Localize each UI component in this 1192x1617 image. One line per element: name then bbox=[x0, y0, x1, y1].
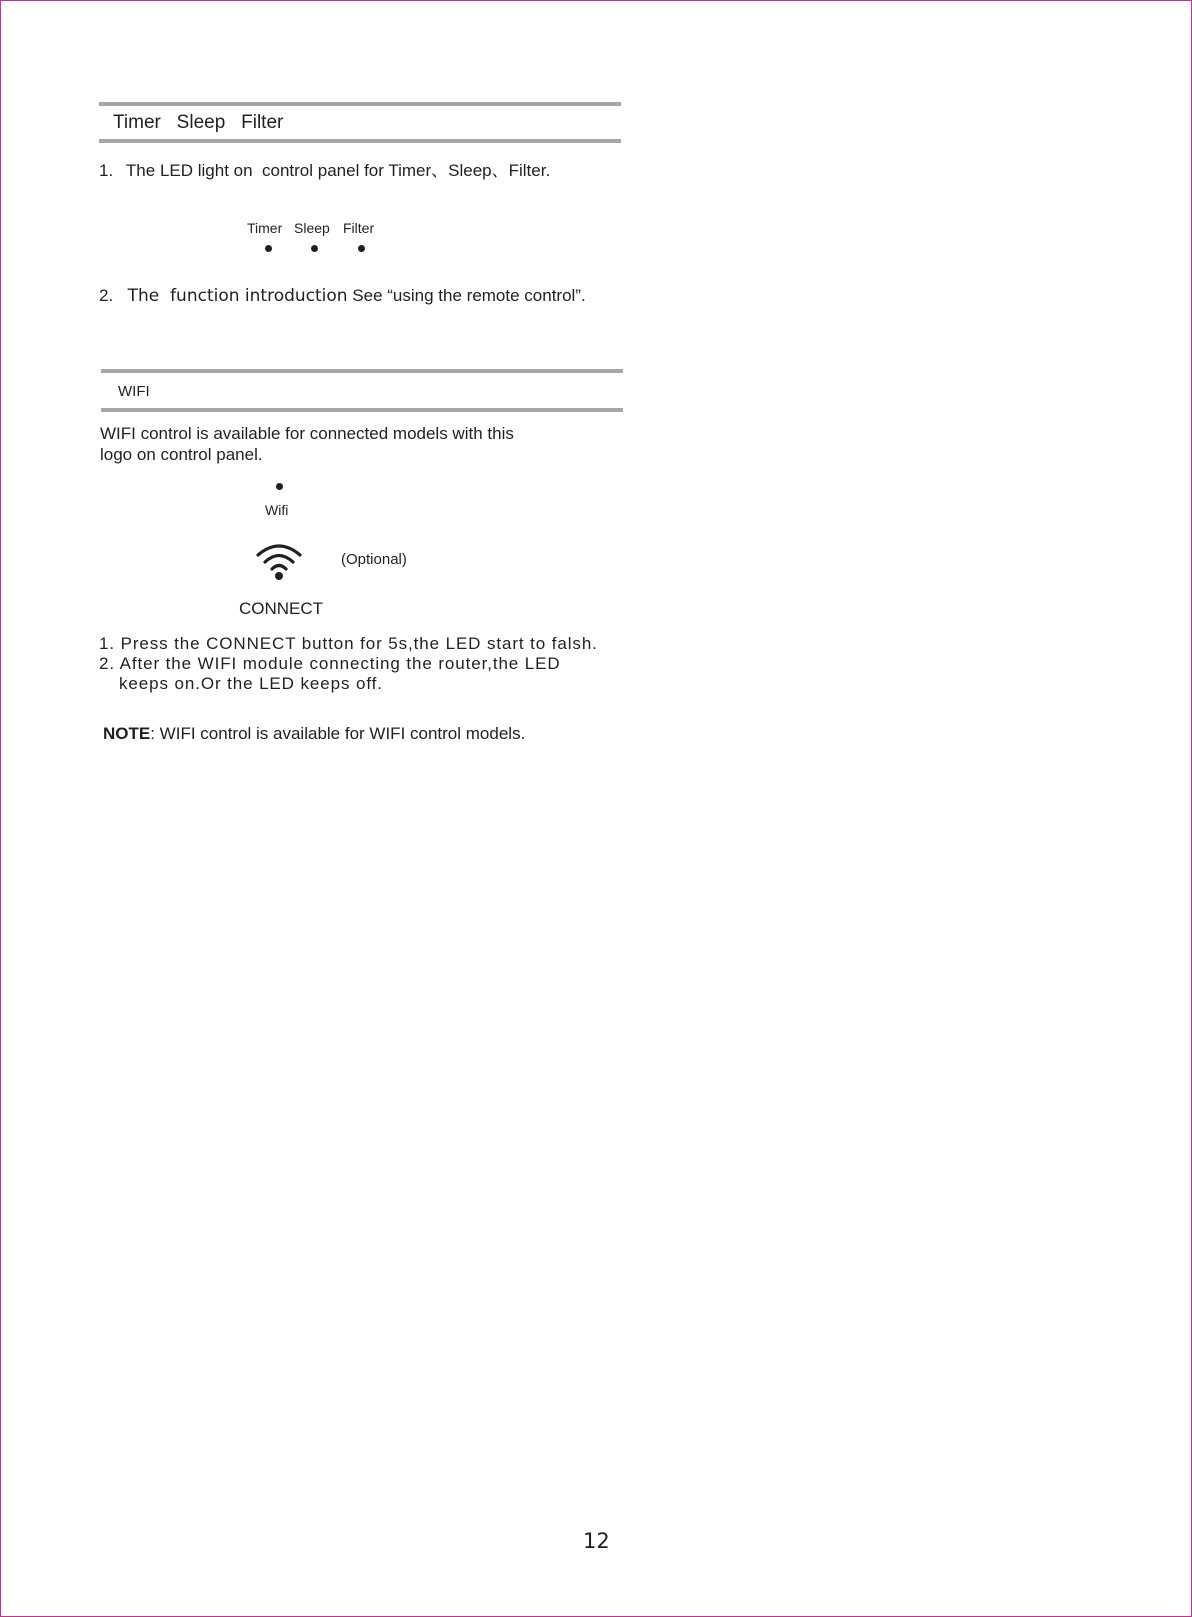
sleep-indicator-dot bbox=[311, 245, 318, 252]
wifi-icon bbox=[255, 541, 303, 581]
indicator-label-sleep: Sleep bbox=[294, 220, 330, 236]
indicator-label-filter: Filter bbox=[343, 220, 375, 236]
item2-text-b: See “using the remote control”. bbox=[347, 286, 586, 305]
section1-item1 bbox=[99, 156, 550, 181]
note bbox=[103, 724, 525, 744]
wifi-indicator-label: Wifi bbox=[265, 502, 289, 518]
section2-top-rule bbox=[101, 369, 623, 373]
page-number: 12 bbox=[583, 1529, 610, 1553]
step-1: 1. Press the CONNECT button for 5s,the LED start to falsh. bbox=[99, 634, 598, 653]
section2-bottom-rule bbox=[101, 408, 623, 412]
section2-header: WIFI bbox=[118, 383, 150, 400]
filter-indicator-dot bbox=[358, 245, 365, 252]
item2-text-a: The function introduction bbox=[127, 286, 348, 306]
optional-label: (Optional) bbox=[341, 551, 407, 568]
wifi-intro-line2: logo on control panel. bbox=[100, 445, 263, 464]
section1-bottom-rule bbox=[99, 139, 621, 143]
item1-text: The LED light on control panel for Timer、Sleep、Filter. bbox=[125, 161, 551, 180]
wifi-indicator-dot bbox=[276, 483, 283, 490]
note-text: : WIFI control is available for WIFI control models. bbox=[150, 724, 526, 743]
step-2: 2. After the WIFI module connecting the router,the LED bbox=[99, 654, 561, 673]
note-label: NOTE bbox=[103, 724, 151, 743]
indicator-label-timer: Timer bbox=[247, 220, 283, 236]
wifi-intro-line1: WIFI control is available for connected models with this bbox=[100, 424, 514, 443]
connect-button-label: CONNECT bbox=[239, 599, 324, 618]
item1-number: 1. bbox=[99, 161, 114, 180]
step-2-continued: keeps on.Or the LED keeps off. bbox=[119, 674, 383, 693]
timer-indicator-dot bbox=[265, 245, 272, 252]
section1-header: Timer Sleep Filter bbox=[113, 112, 284, 133]
section1-top-rule bbox=[99, 102, 621, 106]
item2-number: 2. bbox=[99, 286, 114, 305]
section1-item2 bbox=[99, 286, 586, 306]
